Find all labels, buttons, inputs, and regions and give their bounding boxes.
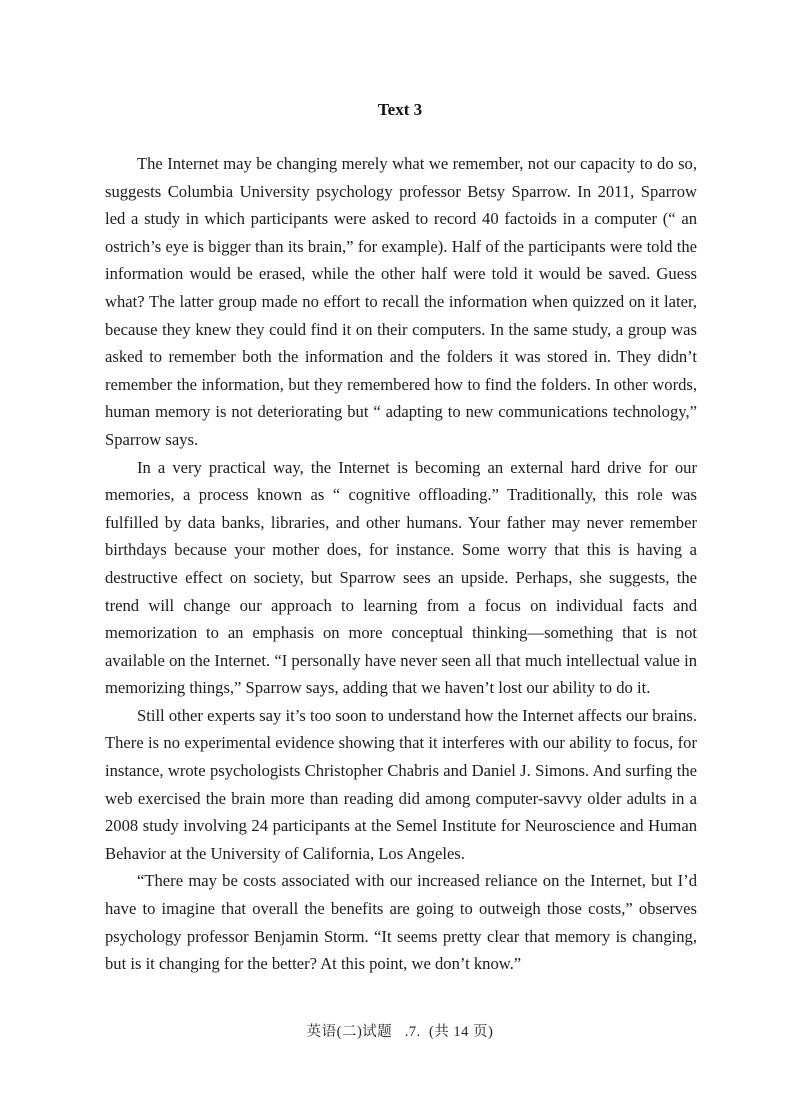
footer-spacer-2 — [421, 1024, 429, 1040]
paragraph-3: Still other experts say it’s too soon to understand how the Internet affects our brains. There is no experimental evidence showing that it interferes with our ability to focus, for instance, wrote psychologists Christopher Chabris and Daniel J. Simons. And surfing the web exercised the brain more than reading did among computer-savvy older adults in a 2008 study involving 24 participants at the Semel Institute for Neuroscience and Human Behavior at the University of California, Los Angeles. — [105, 705, 697, 863]
page-footer — [0, 1022, 800, 1042]
footer-spacer-1 — [392, 1024, 404, 1040]
footer-total-pages: (共 14 页) — [428, 1024, 494, 1040]
page-title: Text 3 — [377, 100, 423, 119]
paragraph-2: In a very practical way, the Internet is becoming an external hard drive for our memories, a process known as “ cognitive offloading.” Traditionally, this role was fulfilled by data banks, libraries, and other humans. Your father may never remember birthdays because your mother does, for instance. Some worry that this is having a destructive effect on society, but Sparrow sees an upside. Perhaps, she suggests, the trend will change our approach to learning from a focus on individual facts and memorization to an emphasis on more conceptual thinking—something that is not available on the Internet. “I personally have never seen all that much intellectual value in memorizing things,” Sparrow says, adding that we haven’t lost our ability to do it. — [105, 457, 697, 698]
paragraph-1: The Internet may be changing merely what we remember, not our capacity to do so, suggests Columbia University psychology professor Betsy Sparrow. In 2011, Sparrow led a study in which participants were asked to record 40 factoids in a computer (“ an ostrich’s eye is bigger than its brain,” for example). Half of the participants were told the information would be erased, while the other half were told it would be saved. Guess what? The latter group made no effort to recall the information when quizzed on it later, because they knew they could find it on their computers. In the same study, a group was asked to remember both the information and the folders it was stored in. They didn’t remember the information, but they remembered how to find the folders. In other words, human memory is not deteriorating but “ adapting to new communications technology,” Sparrow says. — [105, 154, 697, 449]
paragraph-4: “There may be costs associated with our increased reliance on the Internet, but I’d have to imagine that overall the benefits are going to outweigh those costs,” observes psychology professor Benjamin Storm. “It seems pretty clear that memory is changing, but is it changing for the better? At this point, we don’t know.” — [105, 871, 697, 974]
footer-page-number: .7. — [404, 1024, 421, 1040]
article-body — [105, 150, 697, 978]
footer-subject: 英语(二)试题 — [306, 1024, 393, 1040]
